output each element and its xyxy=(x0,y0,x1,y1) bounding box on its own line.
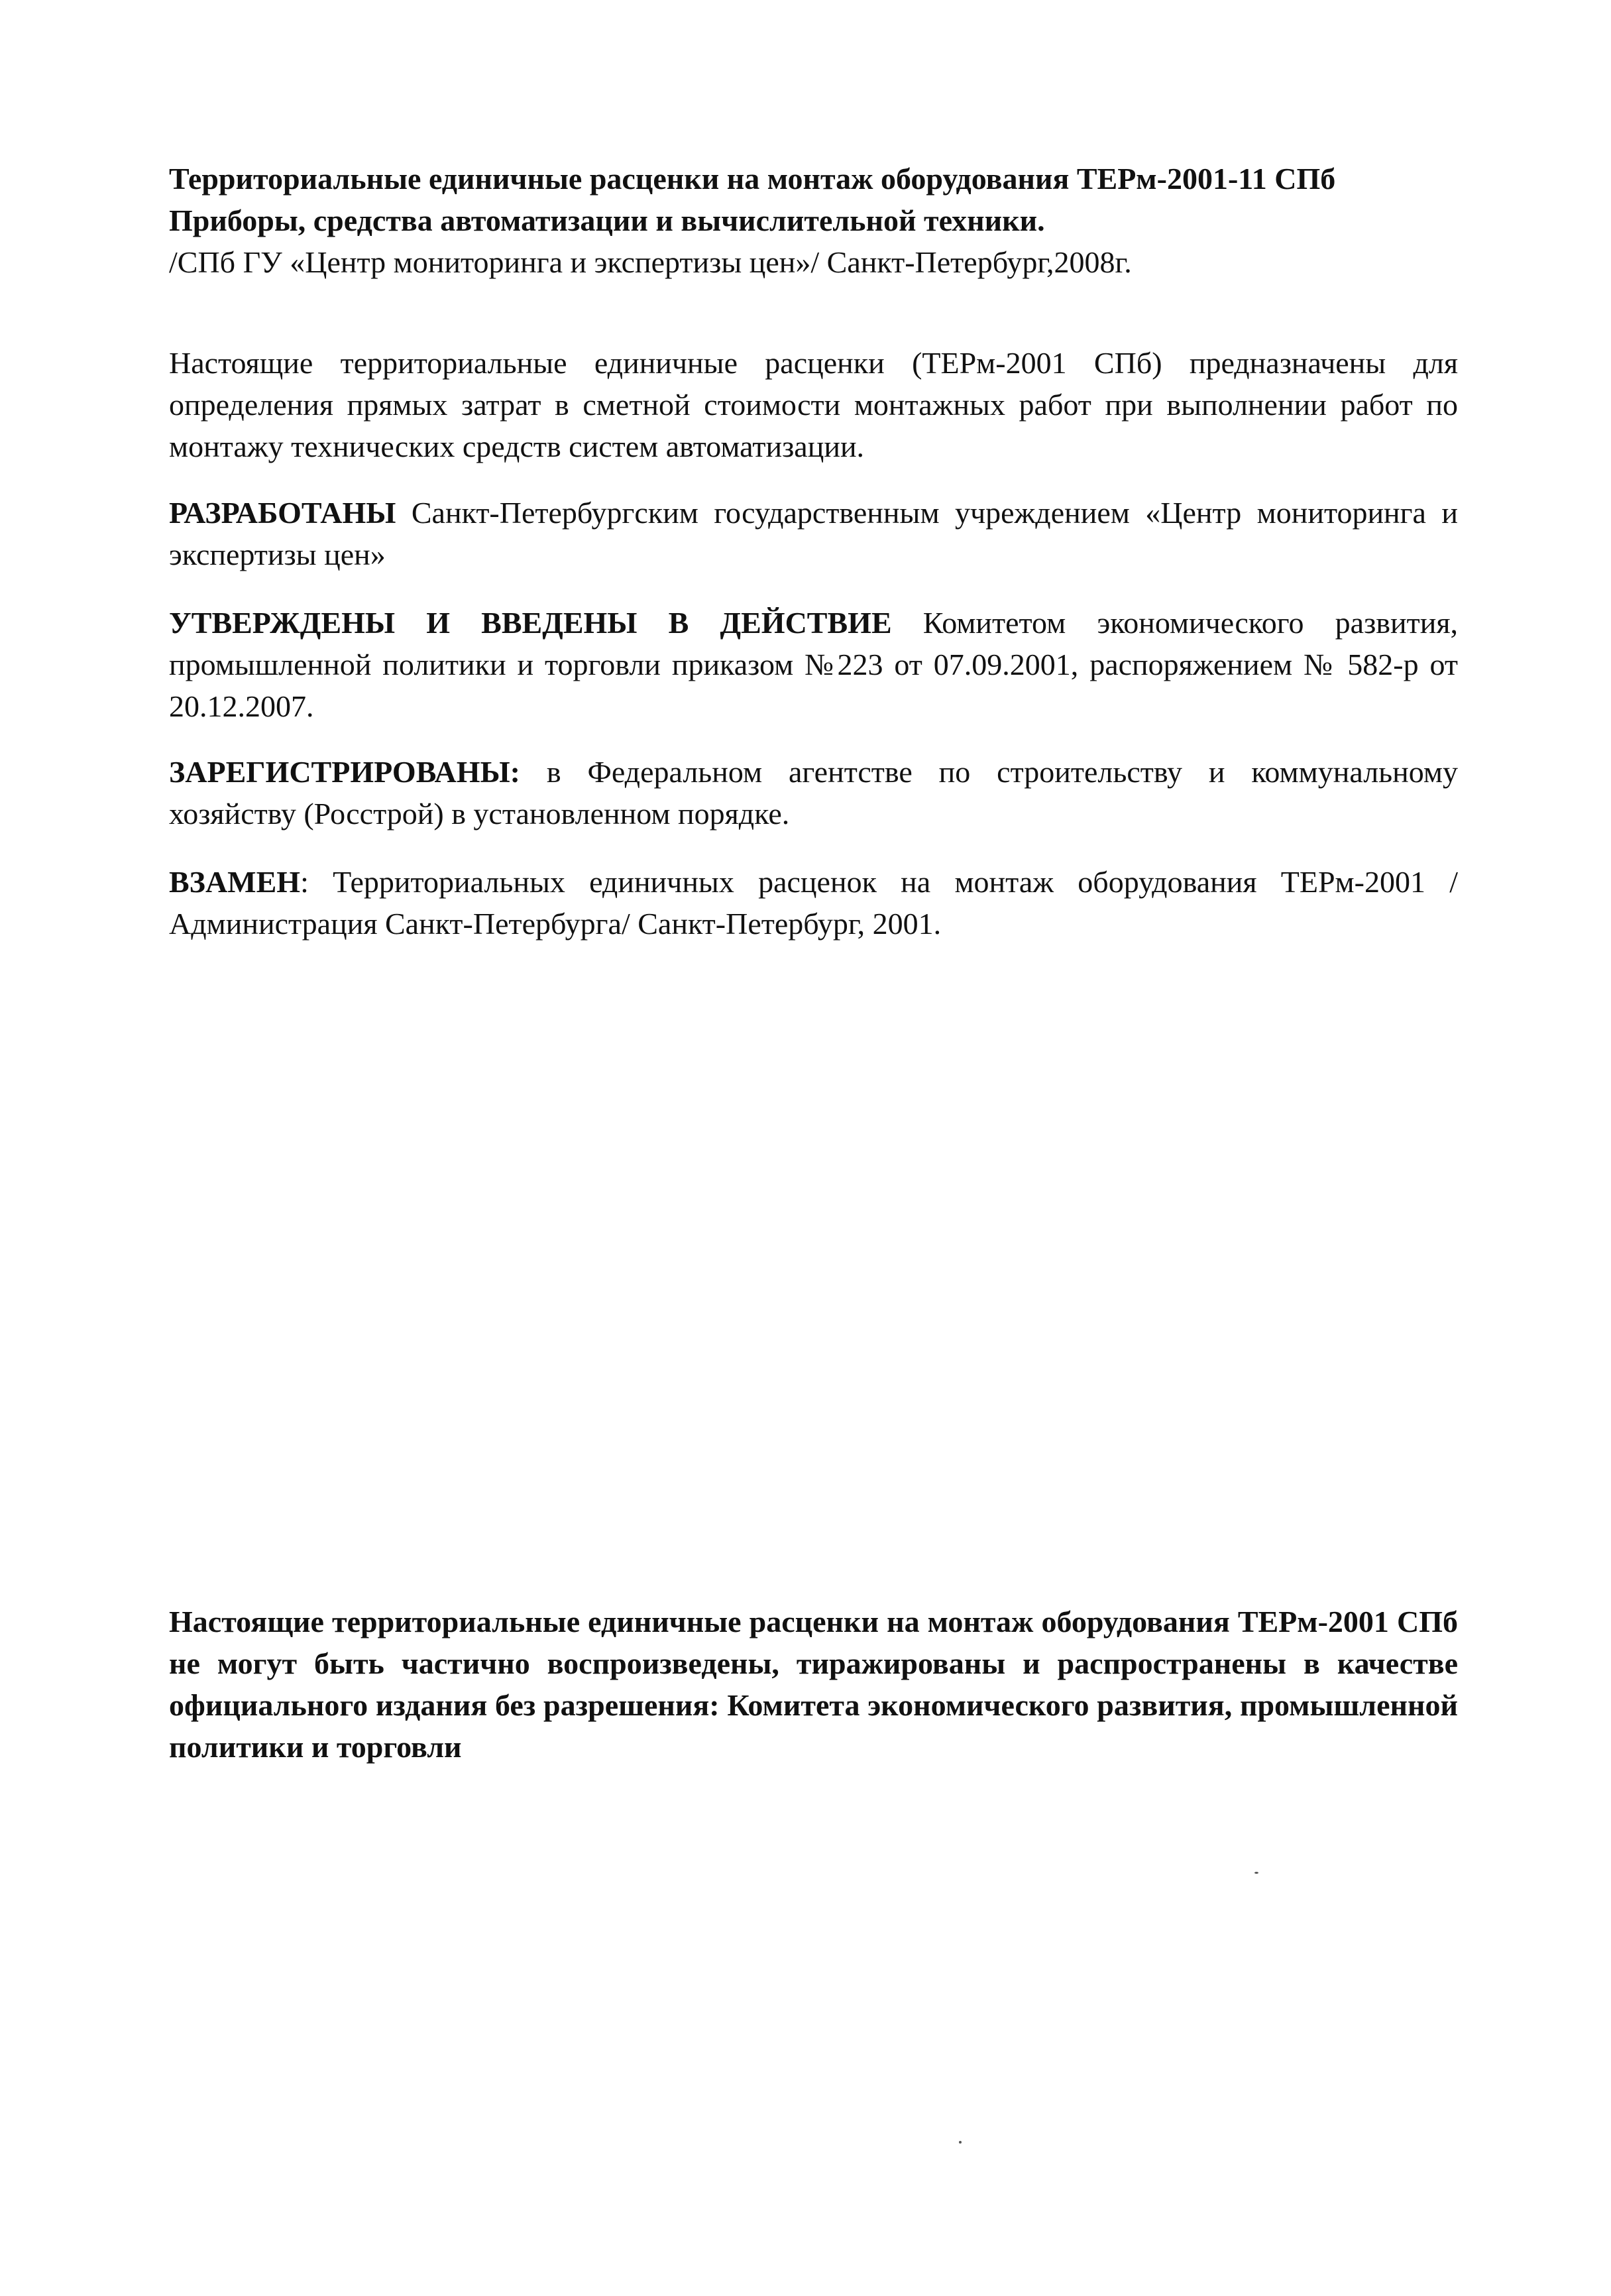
title-line-2: Приборы, средства автоматизации и вычислительной техники. xyxy=(169,203,1045,237)
copyright-notice xyxy=(169,1601,1458,1768)
registered-paragraph xyxy=(169,751,1458,834)
intro-text: Настоящие территориальные единичные расценки (ТЕРм-2001 СПб) предназначены для определения прямых затрат в сметной стоимости монтажных работ при выполнении работ по монтажу технических средств систем автоматизации. xyxy=(169,346,1458,463)
approved-paragraph xyxy=(169,602,1458,727)
title-line-3: /СПб ГУ «Центр мониторинга и экспертизы цен»/ Санкт-Петербург,2008г. xyxy=(169,245,1132,279)
intro-paragraph xyxy=(169,342,1458,467)
developed-text: Санкт-Петербургским государственным учреждением «Центр мониторинга и экспертизы цен» xyxy=(169,496,1458,571)
replaces-paragraph xyxy=(169,861,1458,945)
scan-speck xyxy=(1254,1872,1258,1874)
approved-text: Комитетом экономического развития, промышленной политики и торговли приказом №223 от 07.09.2001, распоряжением № 582-р от 20.12.2007. xyxy=(169,606,1458,723)
document-title xyxy=(169,158,1458,283)
developed-label: РАЗРАБОТАНЫ xyxy=(169,496,396,530)
scan-speck xyxy=(959,2141,962,2144)
replaces-text: : Территориальных единичных расценок на монтаж оборудования ТЕРм-2001 /Администрация Санкт-Петербурга/ Санкт-Петербург, 2001. xyxy=(169,865,1458,941)
notice-text: Настоящие территориальные единичные расценки на монтаж оборудования ТЕРм-2001 СПб не могут быть частично воспроизведены, тиражированы и распространены в качестве официального издания без разрешения: Комитета экономического развития, промышленной политики и торговли xyxy=(169,1605,1458,1764)
registered-label: ЗАРЕГИСТРИРОВАНЫ: xyxy=(169,755,520,789)
registered-text: в Федеральном агентстве по строительству и коммунальному хозяйству (Росстрой) в установленном порядке. xyxy=(169,755,1458,831)
approved-label: УТВЕРЖДЕНЫ И ВВЕДЕНЫ В ДЕЙСТВИЕ xyxy=(169,606,892,640)
replaces-label: ВЗАМЕН xyxy=(169,865,301,899)
developed-paragraph xyxy=(169,492,1458,575)
title-line-1: Территориальные единичные расценки на монтаж оборудования ТЕРм-2001-11 СПб xyxy=(169,162,1336,196)
